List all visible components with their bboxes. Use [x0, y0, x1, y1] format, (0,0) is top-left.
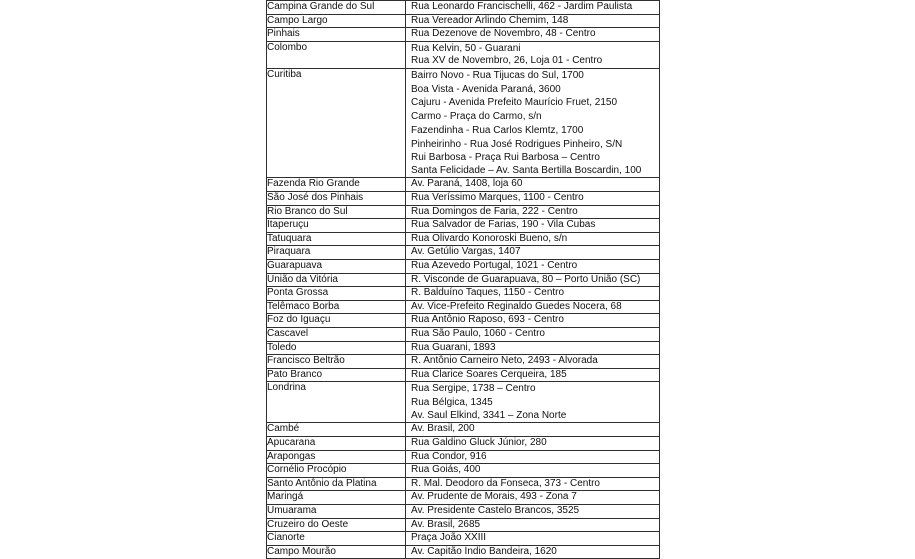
address-cell — [406, 246, 660, 260]
city-cell: Cornélio Procópio — [267, 464, 406, 478]
address-cell — [406, 41, 660, 68]
address-cell — [406, 518, 660, 532]
address-cell — [406, 464, 660, 478]
address-line: Av. Saul Elkind, 3341 – Zona Norte — [411, 409, 567, 421]
address-cell — [406, 1, 660, 15]
address-cell — [406, 14, 660, 28]
table-row — [267, 28, 660, 42]
address-line: Rua Condor, 916 — [411, 450, 487, 462]
address-line: R. Visconde de Guarapuava, 80 – Porto União (SC) — [411, 273, 641, 285]
city-cell: Campina Grande do Sul — [267, 1, 406, 15]
city-cell: Arapongas — [267, 450, 406, 464]
address-cell — [406, 355, 660, 369]
address-line: Rua Salvador de Farias, 190 - Vila Cubas — [411, 219, 596, 231]
address-cell — [406, 423, 660, 437]
table-row — [267, 287, 660, 301]
table-row — [267, 314, 660, 328]
city-cell: Cruzeiro do Oeste — [267, 518, 406, 532]
city-cell: Campo Mourão — [267, 545, 406, 559]
address-cell — [406, 368, 660, 382]
address-cell — [406, 287, 660, 301]
table-row — [267, 41, 660, 68]
table-row — [267, 436, 660, 450]
table-row — [267, 341, 660, 355]
address-line: Rua Clarice Soares Cerqueira, 185 — [411, 368, 567, 380]
table-row — [267, 192, 660, 206]
address-line: Rua Veríssimo Marques, 1100 - Centro — [411, 192, 584, 204]
city-cell: Tatuquara — [267, 232, 406, 246]
address-line: Boa Vista - Avenida Paraná, 3600 — [411, 83, 561, 95]
address-cell — [406, 328, 660, 342]
table-row — [267, 300, 660, 314]
address-line: Rua Galdino Gluck Júnior, 280 — [411, 436, 547, 448]
address-line: Fazendinha - Rua Carlos Klemtz, 1700 — [411, 124, 584, 136]
address-cell — [406, 205, 660, 219]
city-cell: Campo Largo — [267, 14, 406, 28]
address-line: Av. Brasil, 2685 — [411, 518, 481, 530]
table-row — [267, 260, 660, 274]
city-cell: Itaperuçu — [267, 219, 406, 233]
city-cell: Londrina — [267, 382, 406, 423]
address-line: Rui Barbosa - Praça Rui Barbosa – Centro — [411, 152, 600, 164]
address-cell — [406, 260, 660, 274]
table-row — [267, 450, 660, 464]
city-cell: Cambé — [267, 423, 406, 437]
city-cell: Colombo — [267, 41, 406, 68]
address-line: Rua Domingos de Faria, 222 - Centro — [411, 205, 578, 217]
address-cell — [406, 477, 660, 491]
address-line: Av. Paraná, 1408, loja 60 — [411, 178, 523, 190]
address-cell — [406, 504, 660, 518]
city-cell: Foz do Iguaçu — [267, 314, 406, 328]
address-cell — [406, 382, 660, 423]
address-line: Pinheirinho - Rua José Rodrigues Pinheiro, S/N — [411, 138, 623, 150]
address-line: Av. Brasil, 200 — [411, 423, 475, 435]
address-line: Rua Leonardo Francischelli, 462 - Jardim Paulista — [411, 1, 633, 12]
address-cell — [406, 545, 660, 559]
table-row — [267, 14, 660, 28]
table-row — [267, 423, 660, 437]
city-cell: Guarapuava — [267, 260, 406, 274]
address-line: Av. Prudente de Morais, 493 - Zona 7 — [411, 491, 577, 503]
table-row — [267, 368, 660, 382]
table-row — [267, 273, 660, 287]
address-line: R. Balduíno Taques, 1150 - Centro — [411, 287, 565, 299]
table-row — [267, 232, 660, 246]
city-cell: Curitiba — [267, 69, 406, 178]
city-cell: União da Vitória — [267, 273, 406, 287]
address-cell — [406, 28, 660, 42]
table-row — [267, 477, 660, 491]
table-row — [267, 355, 660, 369]
table-row — [267, 178, 660, 192]
address-cell — [406, 232, 660, 246]
city-cell: Rio Branco do Sul — [267, 205, 406, 219]
address-line: Av. Capitão Índio Bandeira, 1620 — [411, 545, 557, 557]
city-cell: Toledo — [267, 341, 406, 355]
address-line: Rua Dezenove de Novembro, 48 - Centro — [411, 28, 596, 40]
address-line: Rua Bélgica, 1345 — [411, 397, 493, 409]
city-cell: Pato Branco — [267, 368, 406, 382]
address-cell — [406, 341, 660, 355]
city-cell: Pinhais — [267, 28, 406, 42]
city-address-table — [266, 0, 660, 559]
city-cell: Apucarana — [267, 436, 406, 450]
address-line: Rua XV de Novembro, 26, Loja 01 - Centro — [411, 55, 603, 67]
address-line: Rua São Paulo, 1060 - Centro — [411, 328, 545, 339]
table-row — [267, 491, 660, 505]
address-line: Rua Guarani, 1893 — [411, 341, 496, 353]
city-cell: Santo Antônio da Platina — [267, 477, 406, 491]
city-cell: Cianorte — [267, 532, 406, 546]
address-line: Rua Olivardo Konoroski Bueno, s/n — [411, 232, 568, 244]
address-cell — [406, 178, 660, 192]
address-line: R. Mal. Deodoro da Fonseca, 373 - Centro — [411, 477, 600, 489]
city-cell: Cascavel — [267, 328, 406, 342]
table-row — [267, 69, 660, 178]
table-row — [267, 1, 660, 15]
city-cell: São José dos Pinhais — [267, 192, 406, 206]
table-row — [267, 545, 660, 559]
table-row — [267, 219, 660, 233]
address-line: Bairro Novo - Rua Tijucas do Sul, 1700 — [411, 70, 584, 82]
address-line: Rua Vereador Arlindo Chemim, 148 — [411, 14, 569, 26]
address-cell — [406, 532, 660, 546]
city-cell: Francisco Beltrão — [267, 355, 406, 369]
address-line: Carmo - Praça do Carmo, s/n — [411, 111, 542, 123]
city-cell: Ponta Grossa — [267, 287, 406, 301]
table-row — [267, 328, 660, 342]
address-line: Av. Getúlio Vargas, 1407 — [411, 246, 521, 258]
address-cell — [406, 314, 660, 328]
address-line: Cajuru - Avenida Prefeito Maurício Fruet, 2150 — [411, 97, 618, 109]
address-line: Rua Azevedo Portugal, 1021 - Centro — [411, 260, 578, 272]
address-cell — [406, 491, 660, 505]
table-row — [267, 532, 660, 546]
address-line: Rua Sergipe, 1738 – Centro — [411, 383, 536, 395]
address-line: Rua Goiás, 400 — [411, 464, 481, 476]
address-cell — [406, 69, 660, 178]
address-cell — [406, 300, 660, 314]
table-row — [267, 518, 660, 532]
address-line: Praça João XXIII — [411, 532, 487, 544]
address-cell — [406, 436, 660, 450]
address-line: Santa Felicidade – Av. Santa Bertilla Boscardin, 100 — [411, 164, 642, 176]
city-cell: Umuarama — [267, 504, 406, 518]
city-cell: Maringá — [267, 491, 406, 505]
address-cell — [406, 219, 660, 233]
address-cell — [406, 450, 660, 464]
table-body — [267, 1, 660, 559]
address-line: Av. Vice-Prefeito Reginaldo Guedes Nocera, 68 — [411, 300, 622, 312]
city-cell: Telêmaco Borba — [267, 300, 406, 314]
city-cell: Piraquara — [267, 246, 406, 260]
address-line: Rua Antônio Raposo, 693 - Centro — [411, 314, 564, 326]
address-cell — [406, 192, 660, 206]
address-line: R. Antônio Carneiro Neto, 2493 - Alvorada — [411, 355, 598, 367]
address-line: Rua Kelvin, 50 - Guarani — [411, 42, 521, 54]
table-row — [267, 382, 660, 423]
table-row — [267, 246, 660, 260]
city-cell: Fazenda Rio Grande — [267, 178, 406, 192]
table-row — [267, 504, 660, 518]
table-row — [267, 205, 660, 219]
table-row — [267, 464, 660, 478]
address-line: Av. Presidente Castelo Brancos, 3525 — [411, 504, 580, 516]
address-cell — [406, 273, 660, 287]
